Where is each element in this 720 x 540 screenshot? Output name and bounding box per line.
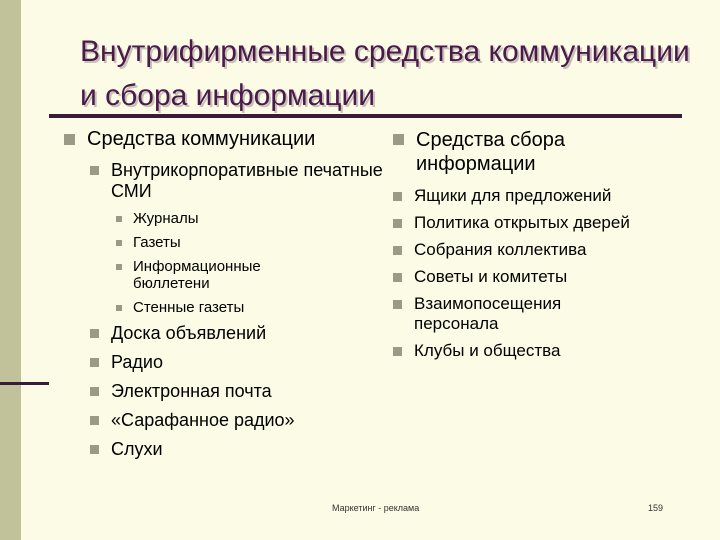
right-heading: Средства сбора информации	[416, 129, 565, 175]
list-item	[393, 240, 713, 260]
footer-text: Маркетинг - реклама	[332, 503, 420, 513]
square-bullet-icon	[393, 347, 402, 356]
list-item	[90, 381, 384, 402]
list-item	[90, 410, 384, 431]
square-bullet-icon	[116, 216, 122, 222]
other-item: Слухи	[111, 439, 163, 459]
list-item	[393, 294, 713, 334]
list-item	[116, 258, 384, 292]
list-item	[393, 341, 713, 361]
left-heading: Средства коммуникации	[87, 128, 316, 150]
right-item: Советы и комитеты	[414, 267, 568, 286]
right-item: Собрания коллектива	[414, 240, 587, 259]
list-item	[90, 352, 384, 373]
print-media-item: Стенные газеты	[133, 299, 245, 316]
page-number: 159	[648, 503, 664, 513]
list-item	[393, 213, 713, 233]
list-item	[116, 234, 384, 251]
print-media-item: Журналы	[133, 210, 199, 227]
print-media-item: Информационные бюллетени	[133, 258, 261, 292]
sub-item-label: Внутрикорпоративные печатные СМИ	[111, 160, 383, 201]
list-item	[116, 299, 384, 316]
square-bullet-icon	[90, 166, 99, 175]
other-item: Радио	[111, 352, 163, 372]
square-bullet-icon	[393, 192, 402, 201]
square-bullet-icon	[393, 300, 402, 309]
square-bullet-icon	[393, 219, 402, 228]
right-item: Политика открытых дверей	[414, 213, 630, 232]
list-item	[90, 439, 384, 460]
square-bullet-icon	[90, 329, 99, 338]
right-item: Ящики для предложений	[414, 186, 612, 205]
right-item: Взаимопосещения персонала	[414, 294, 562, 333]
list-item	[393, 267, 713, 287]
left-column	[64, 128, 384, 468]
print-media-item: Газеты	[133, 234, 181, 251]
other-item: «Сарафанное радио»	[111, 410, 295, 430]
square-bullet-icon	[90, 445, 99, 454]
slide-title: Внутрифирменные средства коммуникации и сбора информации	[80, 35, 690, 112]
list-item	[393, 128, 713, 176]
list-item	[90, 160, 384, 202]
square-bullet-icon	[393, 134, 404, 145]
right-item: Клубы и общества	[414, 341, 561, 360]
square-bullet-icon	[116, 264, 122, 270]
list-item	[64, 128, 384, 150]
square-bullet-icon	[393, 273, 402, 282]
square-bullet-icon	[116, 305, 122, 311]
left-decorative-band	[0, 0, 21, 540]
square-bullet-icon	[90, 416, 99, 425]
square-bullet-icon	[64, 134, 75, 145]
square-bullet-icon	[393, 246, 402, 255]
list-item	[90, 323, 384, 344]
other-item: Электронная почта	[111, 381, 272, 401]
square-bullet-icon	[116, 240, 122, 246]
square-bullet-icon	[90, 358, 99, 367]
right-column	[393, 128, 713, 368]
list-item	[393, 186, 713, 206]
left-accent-line	[0, 382, 49, 385]
list-item	[116, 210, 384, 227]
square-bullet-icon	[90, 387, 99, 396]
other-item: Доска объявлений	[111, 323, 267, 343]
